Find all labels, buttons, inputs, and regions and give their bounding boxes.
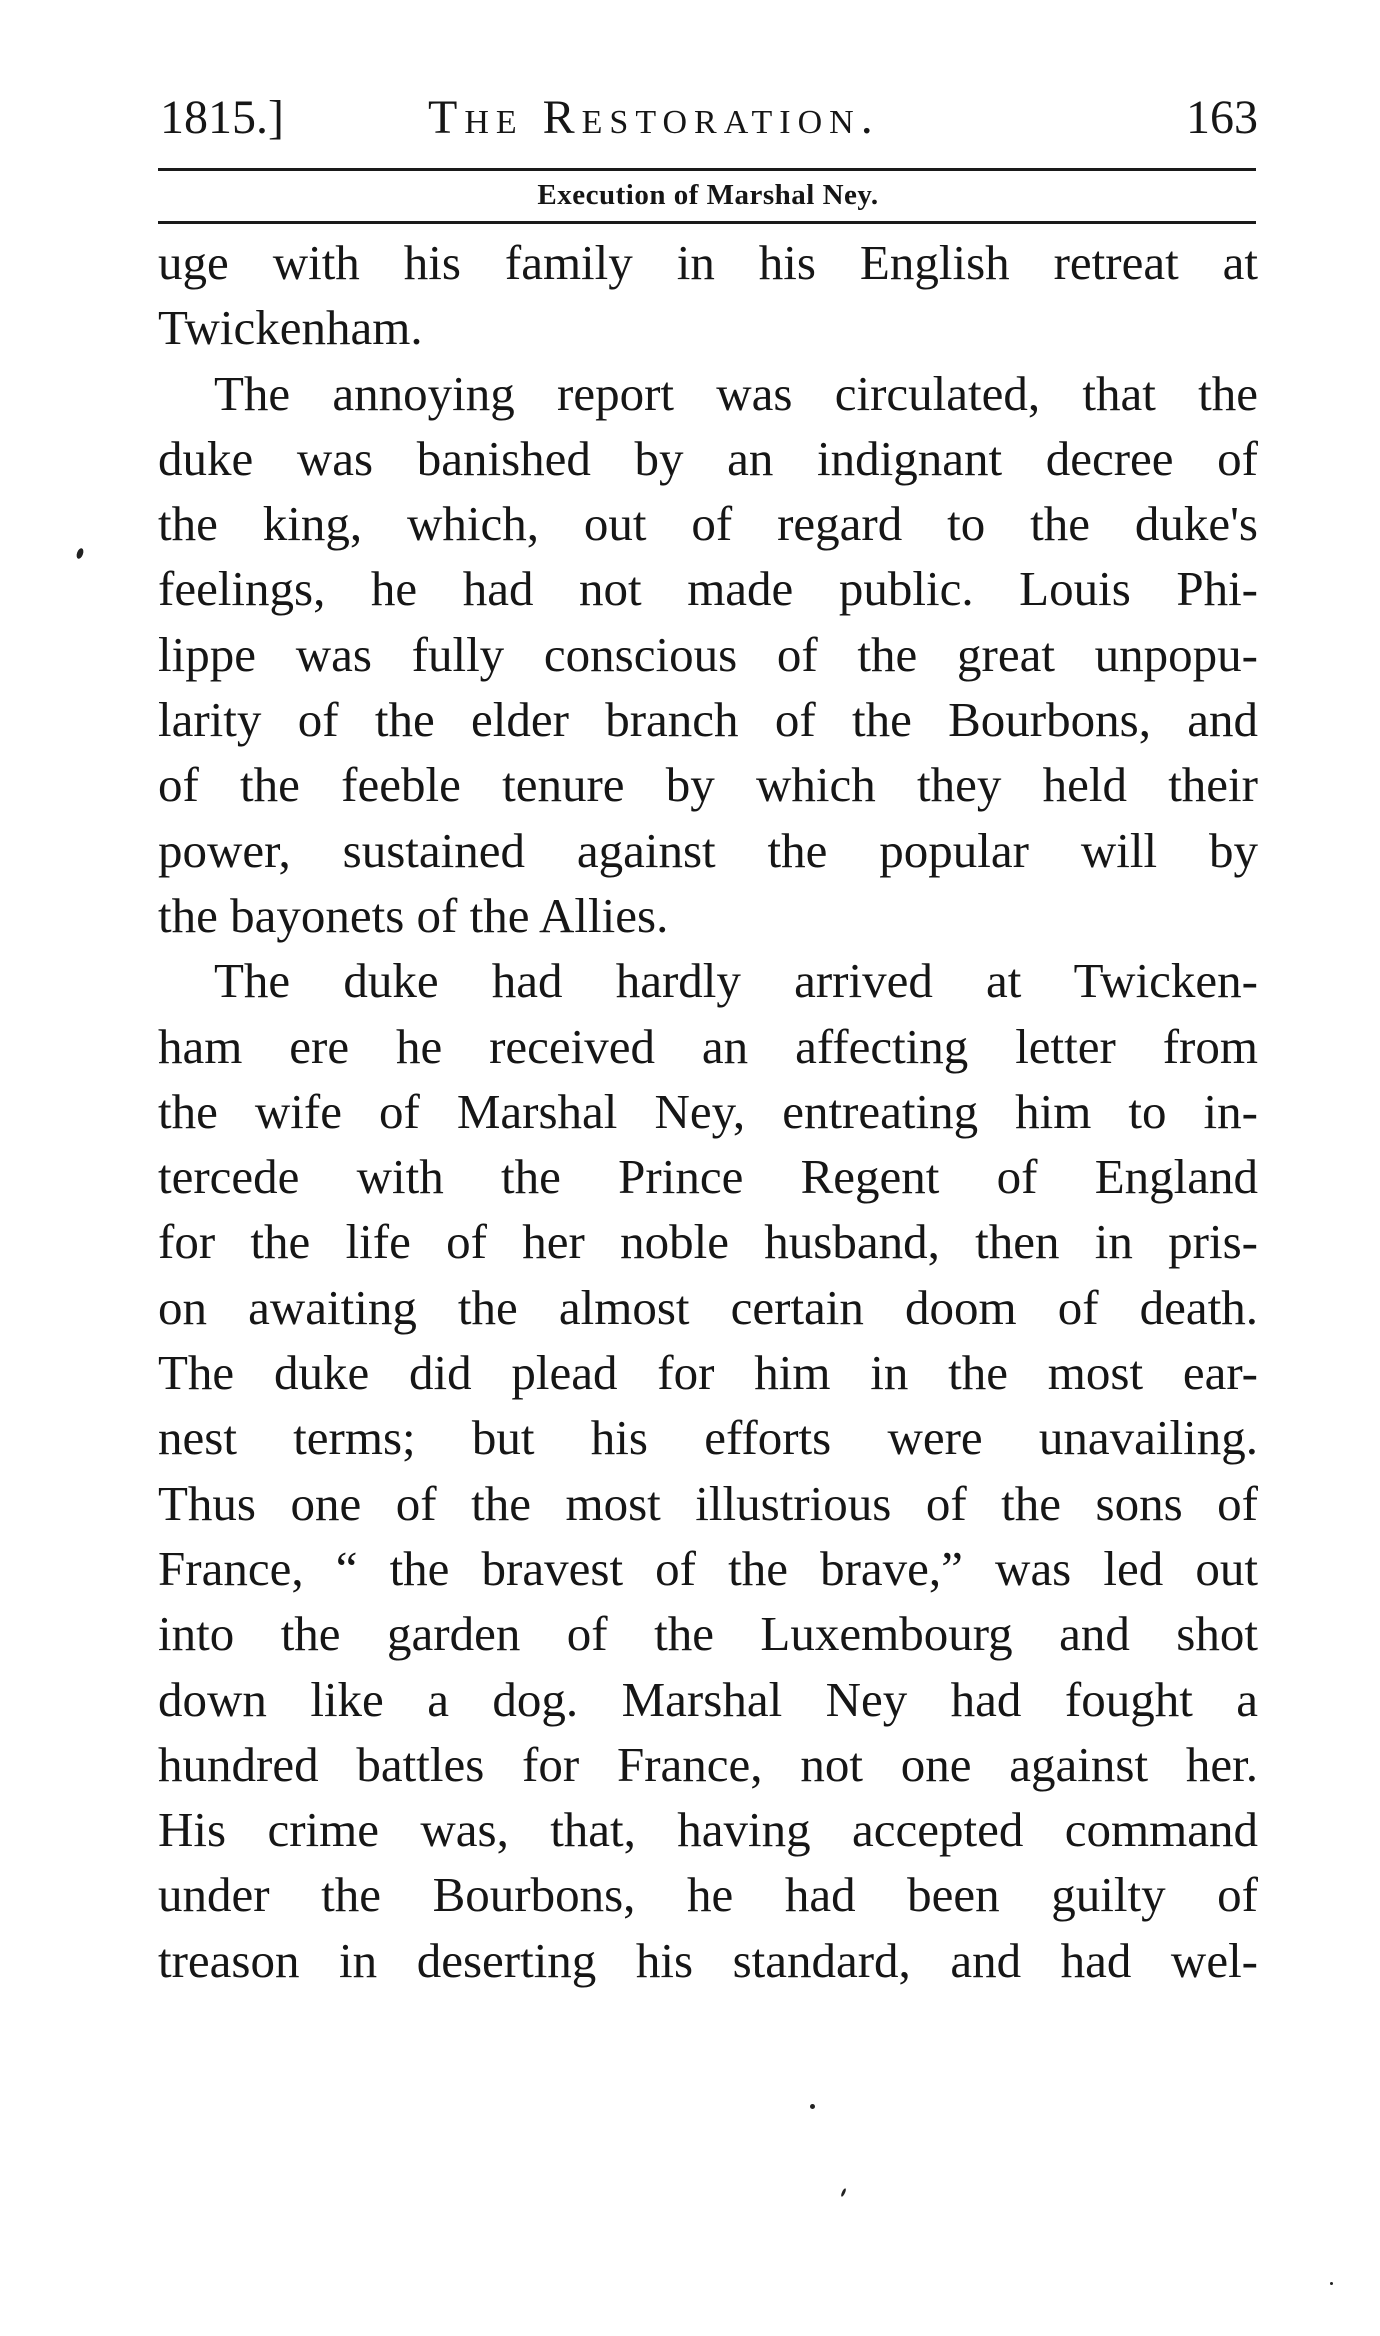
text-line: Twickenham. [158,300,423,356]
text-line: lippe was fully conscious of the great unpopu- [158,626,1258,682]
scan-speck [810,2104,815,2109]
text-line: the wife of Marshal Ney, entreating him to in- [158,1083,1258,1139]
body-text [158,230,1258,1993]
paragraph [158,230,1258,361]
text-line: for the life of her noble husband, then in pris- [158,1214,1258,1270]
header-rule-top [158,168,1256,171]
text-line: His crime was, that, having accepted command [158,1802,1258,1858]
scan-speck [1330,2282,1333,2285]
text-line: The duke did plead for him in the most ear- [158,1345,1258,1401]
text-line: The duke had hardly arrived at Twicken- [214,953,1258,1009]
text-line: of the feeble tenure by which they held their [158,757,1258,813]
text-line: the bayonets of the Allies. [158,887,669,943]
text-line: feelings, he had not made public. Louis Phi- [158,561,1258,617]
text-line: larity of the elder branch of the Bourbons, and [158,692,1258,748]
header-year: 1815.] [160,91,284,144]
text-line: down like a dog. Marshal Ney had fought a [158,1671,1258,1727]
text-line: ham ere he received an affecting letter from [158,1018,1258,1074]
text-line: power, sustained against the popular will by [158,822,1258,878]
text-line: tercede with the Prince Regent of England [158,1149,1258,1205]
text-line: nest terms; but his efforts were unavailing. [158,1410,1258,1466]
scan-speck [75,547,84,559]
text-line: The annoying report was circulated, that the [214,365,1258,421]
text-line: uge with his family in his English retreat at [158,235,1258,290]
text-line: under the Bourbons, he had been guilty of [158,1867,1258,1923]
text-line: on awaiting the almost certain doom of death. [158,1279,1258,1335]
running-head [158,82,1258,154]
text-line: Thus one of the most illustrious of the sons of [158,1475,1258,1531]
text-line: treason in deserting his standard, and had wel- [158,1932,1258,1988]
page-number: 163 [1186,91,1258,144]
text-line: into the garden of the Luxembourg and shot [158,1606,1258,1662]
section-subtitle: Execution of Marshal Ney. [537,179,879,211]
paragraph [158,361,1258,949]
header-title: The Restoration. [428,91,880,144]
text-line: France, “ the bravest of the brave,” was led out [158,1540,1258,1596]
paragraph [158,948,1258,1993]
scan-speck [840,2188,847,2197]
text-line: duke was banished by an indignant decree of [158,430,1258,486]
header-rule-bottom [158,221,1256,224]
text-line: hundred battles for France, not one against her. [158,1736,1258,1792]
text-line: the king, which, out of regard to the duke's [158,496,1258,552]
book-page [158,82,1258,1993]
